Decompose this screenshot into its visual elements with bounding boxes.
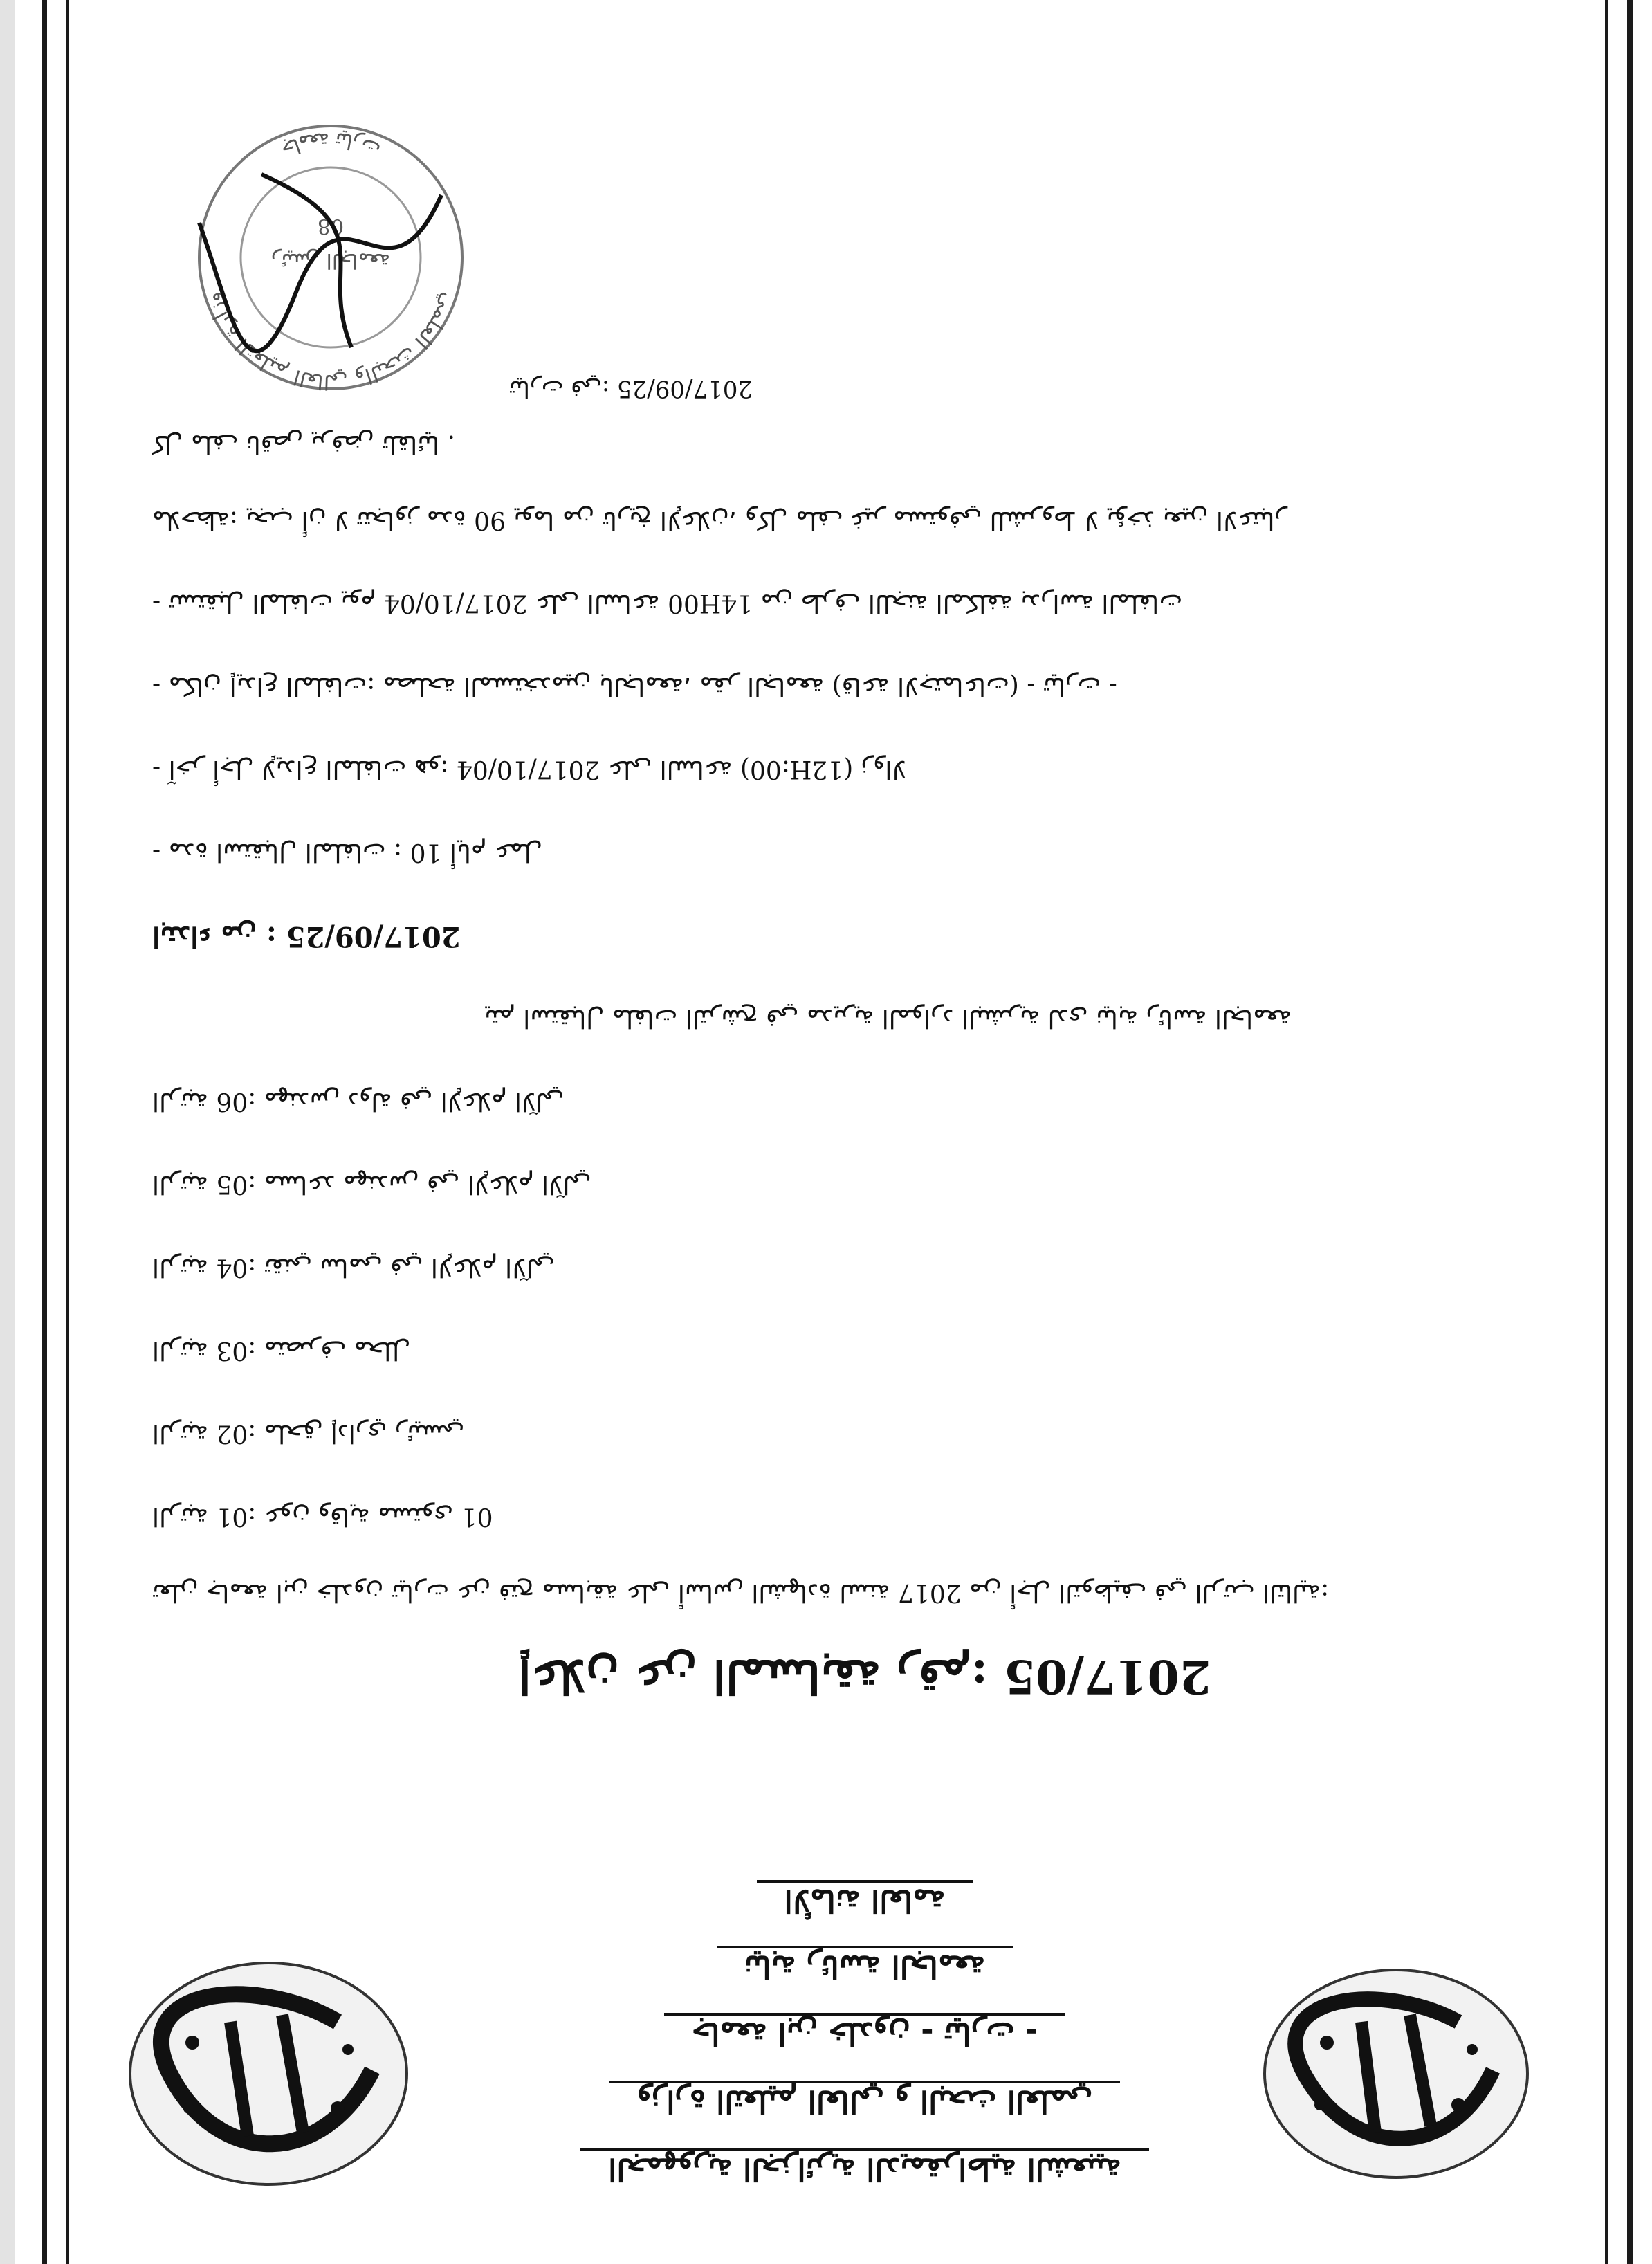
rank-item-3: الرتبة 03: متصرف محلل	[152, 1336, 411, 1364]
header-line-3: جامعة ابن خلدون - تيارت -	[346, 2016, 1384, 2051]
header-line-1: الجمهورية الجزائرية الديمقراطية الشعبية	[346, 2151, 1384, 2187]
rank-item-1: الرتبة 01: عون وقاية مستوى 01	[152, 1502, 493, 1531]
rank-item-5: الرتبة 05: مساعد مهندس في الإعلام الآلي	[152, 1170, 591, 1198]
header-line-4: نيابة رئاسة الجامعة	[346, 1948, 1384, 1984]
extra-note: كل ملف ناقص يرفض تلقائيا .	[152, 430, 455, 458]
header-line-2: وزارة التعليم العالي و البحث العلمي	[346, 2083, 1384, 2119]
intro-paragraph: تعلن جامعة ابن خلدون تيارت عن فتح مسابقة على أساس الشهادة لسنة 2017 من أجل التوظيف في الرتب التالية:	[152, 1578, 1330, 1607]
closing-line: - آخر أجل لإيداع الملفات هو: 2017/10/04 على الساعة (12H:00) زوالا	[152, 755, 906, 783]
rank-item-6: الرتبة 06: مهندس دولة في الإعلام الآلي	[152, 1087, 565, 1115]
reception-line: - تستقبل الملفات يوم 2017/10/04 على الساعة 14H00 من طرف اللجنة المكلفة بدراسة الملفات	[152, 589, 1183, 617]
announcement-title: إعلان عن المسابقة رقم: 2017/05	[518, 1650, 1211, 1704]
rank-item-2: الرتبة 02: ملحق إداري رئيسي	[152, 1419, 465, 1448]
stamp-ring-bottom-text: جامعة تيارت	[277, 127, 385, 163]
deposit-note: يتم استقبال ملفات الترشح في مديرية الموارد البشرية لدى نيابة رئاسة الجامعة	[484, 1004, 1292, 1032]
official-stamp	[137, 112, 524, 403]
signature-date: تيارت في: 2017/09/25	[508, 375, 753, 403]
place-line: - مكان إيداع الملفات: مصلحة المستخدمين بالجامعة، مقر الجامعة (قاعة الاجتماعات) - تيارت -	[152, 672, 1117, 700]
stamp-number: 08	[317, 214, 345, 238]
rank-item-4: الرتبة 04: تقني سامي في الإعلام الآلي	[152, 1253, 555, 1281]
stamp-ring-top-text: وزارة التعليم العالي والبحث العلمي	[200, 289, 461, 394]
header-line-5: الأمانة العامة	[346, 1883, 1384, 1918]
warning-line: ملاحظة: يجب أن لا تتجاوز مدة 90 يوما من تاريخ الإعلان، وكل ملف غير مستوفي للشروط لا يؤخذ بعين الاعتبار	[152, 506, 1287, 534]
open-date: ابتداء من : 2017/09/25	[152, 920, 461, 953]
duration-line: - مدة استقبال الملفات : 10 أيام عمل	[152, 838, 543, 866]
scan-edge	[0, 0, 15, 2264]
stamp-center-text: رئيس الجامعة	[270, 248, 391, 273]
